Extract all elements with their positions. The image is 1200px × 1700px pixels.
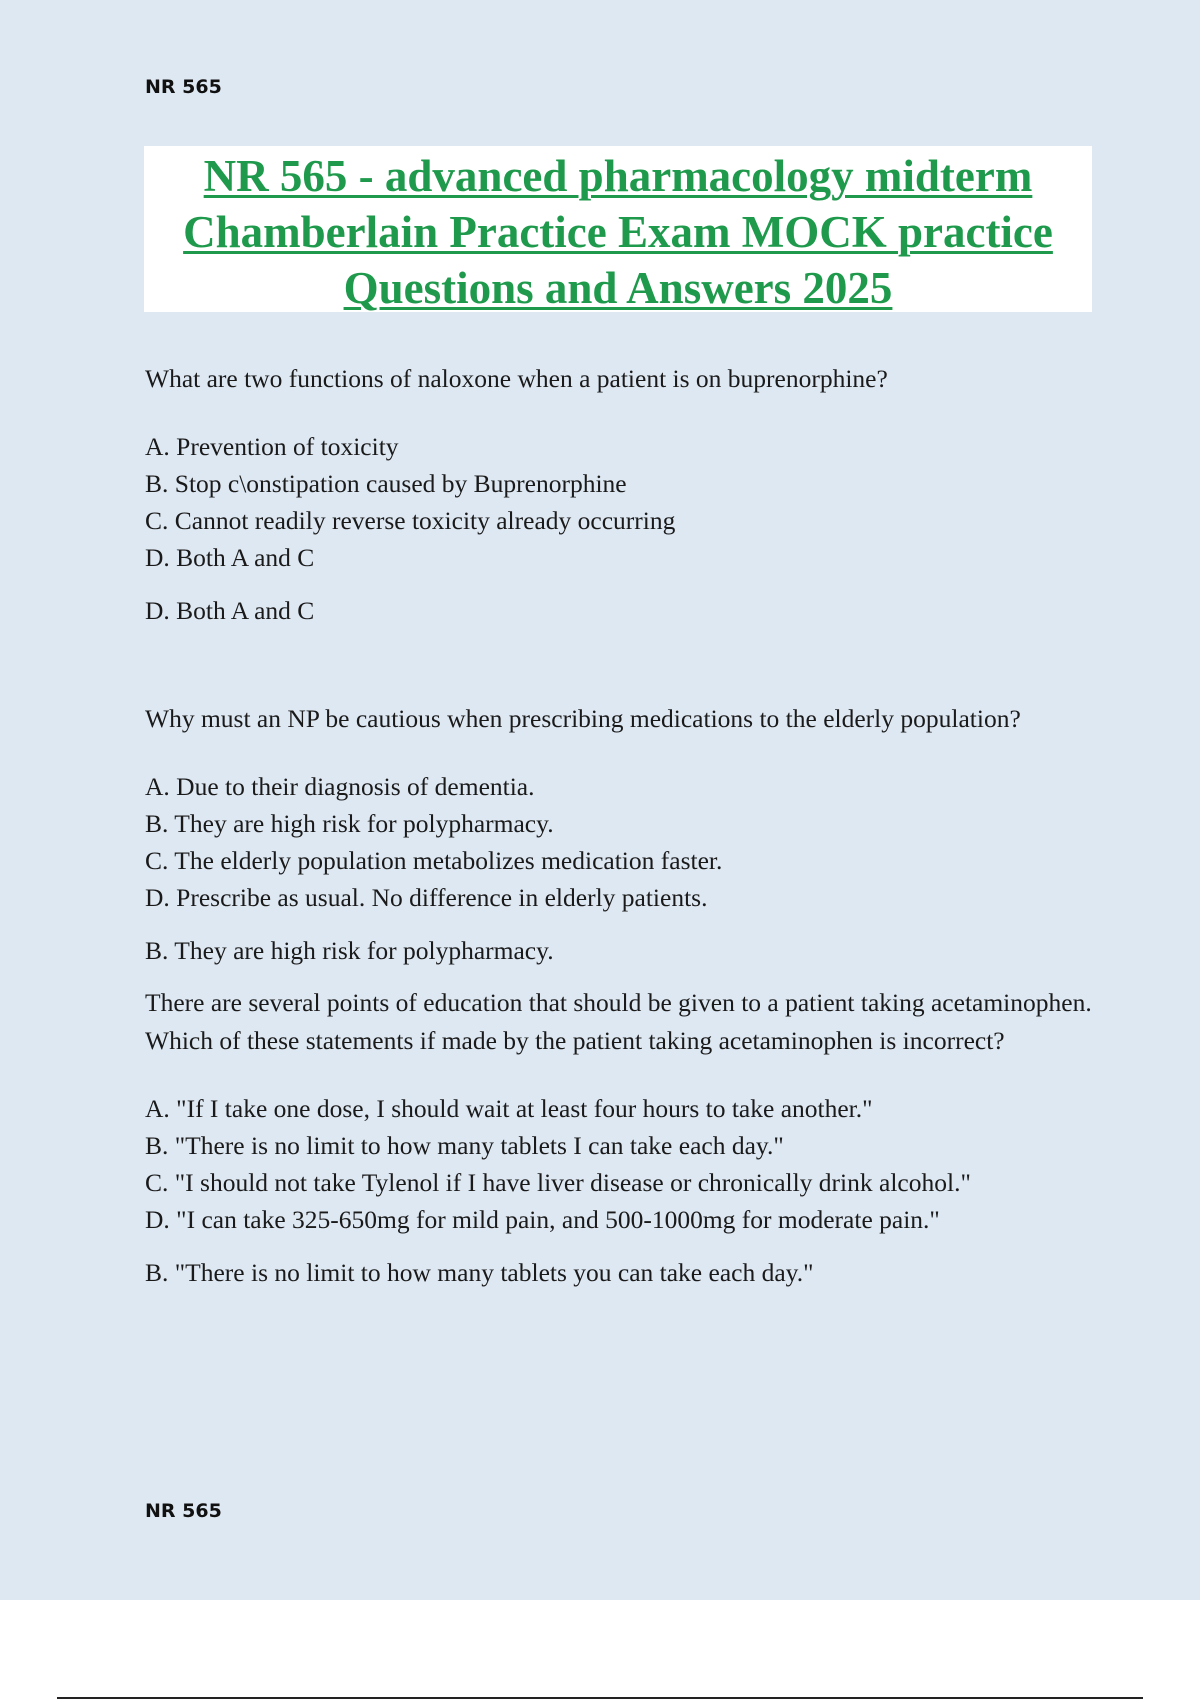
title-line: NR 565 - advanced pharmacology midterm: [203, 151, 1033, 201]
question-block-3: [145, 984, 1095, 1292]
option-list: [145, 1090, 1095, 1238]
answer-text: D. Both A and C: [145, 596, 315, 625]
option-item: C. "I should not take Tylenol if I have liver disease or chronically drink alcohol.": [145, 1168, 971, 1197]
question-prompt: What are two functions of naloxone when a patient is on buprenorphine?: [145, 364, 888, 393]
title-line: Chamberlain Practice Exam MOCK practice: [183, 207, 1053, 257]
option-list: [145, 428, 1095, 576]
option-item: A. Prevention of toxicity: [145, 432, 399, 461]
page-header: NR 565: [145, 76, 222, 98]
question-list: [145, 360, 1095, 1292]
option-item: D. "I can take 325-650mg for mild pain, and 500-1000mg for moderate pain.": [145, 1205, 940, 1234]
question-prompt: Why must an NP be cautious when prescribing medications to the elderly population?: [145, 704, 1021, 733]
page-divider: [57, 1697, 1143, 1699]
document-title: [144, 146, 1092, 316]
option-item: D. Prescribe as usual. No difference in elderly patients.: [145, 883, 708, 912]
question-block-2: [145, 700, 1095, 970]
option-item: B. "There is no limit to how many tablets I can take each day.": [145, 1131, 784, 1160]
option-item: C. The elderly population metabolizes medication faster.: [145, 846, 723, 875]
answer-text: B. "There is no limit to how many tablets you can take each day.": [145, 1258, 814, 1287]
question-prompt: There are several points of education that should be given to a patient taking acetaminophen. Which of these statements if made by the patient taking acetaminophen is incorrect?: [145, 988, 1092, 1055]
option-item: B. Stop c\onstipation caused by Buprenorphine: [145, 469, 627, 498]
page-footer: NR 565: [145, 1500, 222, 1522]
option-item: C. Cannot readily reverse toxicity already occurring: [145, 506, 676, 535]
title-box: [144, 146, 1092, 312]
question-block-1: [145, 360, 1095, 630]
option-list: [145, 768, 1095, 916]
answer-text: B. They are high risk for polypharmacy.: [145, 936, 554, 965]
option-item: A. "If I take one dose, I should wait at least four hours to take another.": [145, 1094, 873, 1123]
option-item: A. Due to their diagnosis of dementia.: [145, 772, 535, 801]
option-item: B. They are high risk for polypharmacy.: [145, 809, 554, 838]
title-line: Questions and Answers 2025: [343, 263, 893, 313]
option-item: D. Both A and C: [145, 543, 315, 572]
